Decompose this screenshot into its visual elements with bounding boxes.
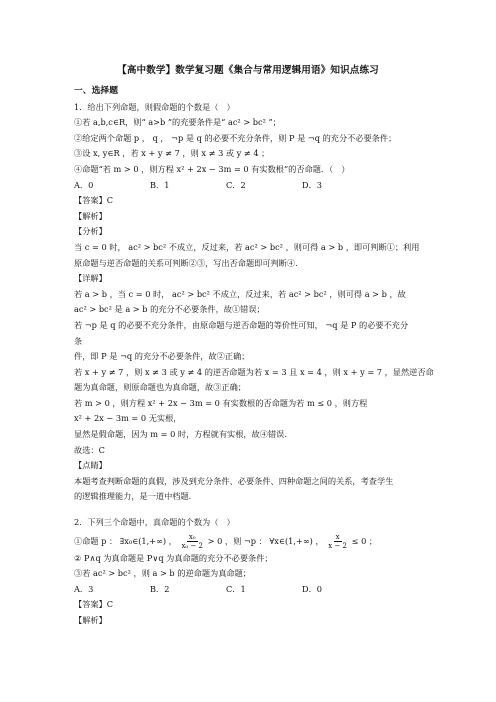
section-heading: 一、选择题	[74, 86, 118, 96]
q2-s1-part-3: ≤ 0 ；	[351, 535, 378, 546]
q1-comment-line-2: 的逻辑推理能力，是一道中档题.	[74, 491, 192, 502]
q1-option-b: B．1	[150, 179, 170, 190]
q2-frac1-denominator: x₀ − 2	[181, 542, 204, 551]
q2-statement-3: ③若 ac² > bc² ，则 a > b 的逆命题为真命题；	[74, 568, 251, 579]
q1-fenxi-line-2: 原命题与逆否命题的关系可判断②③，写出否命题即可判断④.	[74, 257, 298, 268]
q1-option-c: C．2	[226, 179, 246, 190]
q2-analysis-label: 【解析】	[74, 615, 107, 625]
q2-option-b: B．2	[150, 583, 170, 594]
q1-option-d: D．3	[302, 179, 322, 190]
q1-option-a: A．0	[74, 179, 94, 190]
q1-statement-1: ①若 a,b,c∈R，则“ a>b ”的充要条件是“ ac² > bc² ”；	[74, 117, 281, 128]
q1-choice: 故选：C	[74, 444, 105, 455]
q2-s1-part-2: > 0 ，则 ¬p ： ∀x∈(1,+∞) ，	[207, 535, 324, 546]
q2-statement-2: ② P∧q 为真命题是 P∨q 为真命题的充分不必要条件；	[74, 552, 273, 563]
q2-frac2-denominator: x − 2	[328, 542, 347, 551]
q1-options	[74, 178, 434, 194]
q2-option-d: D．0	[302, 583, 322, 594]
q1-analysis-label: 【解析】	[74, 210, 107, 221]
q1-fenxi-label: 【分析】	[74, 226, 107, 237]
document-body	[74, 84, 434, 629]
q2-frac1-numerator: x₀	[188, 533, 196, 542]
q1-answer: 【答案】C	[74, 195, 114, 206]
q2-option-c: C．1	[226, 583, 246, 594]
q1-statement-4: ④命题“若 m > 0 ，则方程 x² + 2x − 3m = 0 有实数根”的否命题．（ ）	[74, 163, 350, 174]
q2-fraction-2	[328, 533, 347, 550]
q1-statement-3: ③设 x, y∈R ，若 x + y ≠ 7 ，则 x ≠ 3 或 y ≠ 4 ；	[74, 148, 270, 159]
q1-detail-line-8: 若 m > 0 ，则方程 x² + 2x − 3m = 0 有实数根的否命题为若 m ≤ 0 ，则方程	[74, 397, 368, 408]
q1-detail-line-9: x² + 2x − 3m = 0 无实根，	[74, 413, 182, 424]
q1-detail-line-1: 若 a > b ，当 c = 0 时， ac² > bc² 不成立，反过来，若 ac² > bc² ，则可得 a > b ，故	[74, 288, 406, 299]
q2-statement-1	[74, 531, 434, 551]
q1-detail-label: 【详解】	[74, 273, 107, 284]
question-2-stem: 2．下列三个命题中，真命题的个数为（ ）	[74, 517, 235, 528]
q2-frac2-numerator: x	[335, 533, 340, 542]
spacer	[74, 505, 434, 515]
q1-detail-line-4: 条	[74, 335, 83, 346]
q1-detail-line-7: 题为真命题，则原命题也为真命题，故③正确；	[74, 382, 246, 393]
q1-detail-line-2: ac² > bc² 是 a > b 的充分不必要条件，故①错误；	[74, 304, 265, 315]
q1-comment-line-1: 本题考查判断命题的真假，涉及到充分条件、必要条件、四种命题之间的关系，考查学生	[74, 475, 394, 486]
q2-s1-part-1: ①命题 p ： ∃x₀∈(1,+∞) ，	[74, 535, 177, 546]
q2-answer: 【答案】C	[74, 599, 114, 610]
q1-comment-label: 【点睛】	[74, 460, 107, 471]
q2-fraction-1	[181, 533, 203, 550]
question-1-stem: 1．给出下列命题，则假命题的个数是（ ）	[74, 101, 235, 112]
q1-detail-line-6: 若 x + y ≠ 7 ，则 x ≠ 3 或 y ≠ 4 的逆否命题为若 x = 3 且 x = 4 ，则 x + y = 7 ，显然逆否命	[74, 366, 434, 377]
q1-fenxi-line-1: 当 c = 0 时， ac² > bc² 不成立，反过来，若 ac² > bc² ，则可得 a > b ，即可判断①；利用	[74, 241, 420, 252]
q2-options	[74, 582, 434, 598]
page-title: 【高中数学】数学复习题《集合与常用逻辑用语》知识点练习	[117, 65, 379, 76]
q2-option-a: A．3	[74, 583, 94, 594]
q1-statement-2: ②给定两个命题 p ， q ， ¬p 是 q 的必要不充分条件，则 P 是 ¬q 的充分不必要条件；	[74, 132, 397, 143]
q1-detail-line-10: 显然是假命题，因为 m = 0 时，方程就有实根，故④错误.	[74, 429, 287, 440]
q1-detail-line-5: 件，即 P 是 ¬q 的充分不必要条件，故②正确；	[74, 351, 250, 362]
q1-detail-line-3: 若 ¬p 是 q 的必要不充分条件，由原命题与逆否命题的等价性可知， ¬q 是 P 的必要不充分	[74, 319, 409, 330]
